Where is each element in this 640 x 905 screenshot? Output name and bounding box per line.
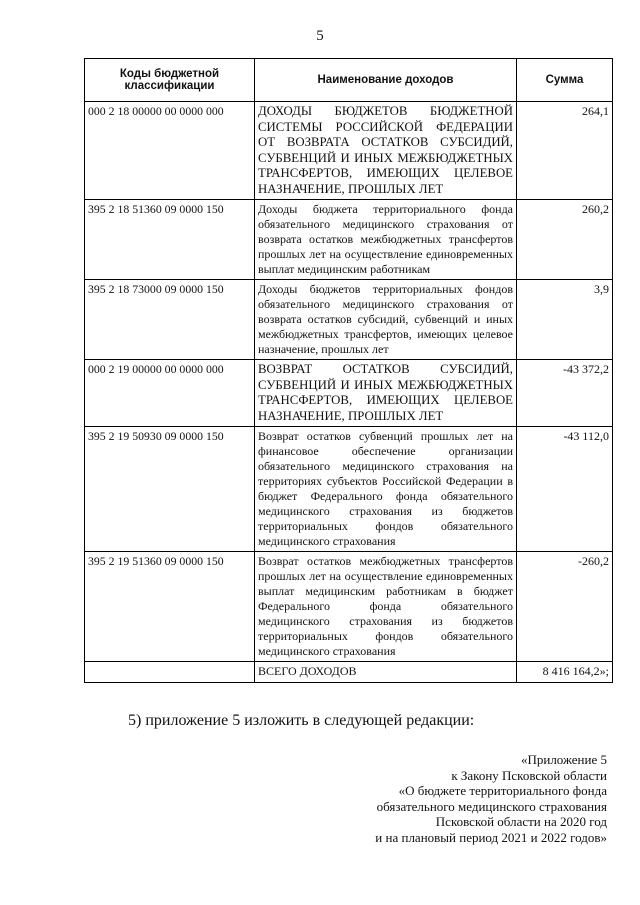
row-code: 395 2 18 51360 09 0000 150 bbox=[85, 200, 255, 280]
header-code: Коды бюджетной классификации bbox=[85, 59, 255, 102]
header-sum: Сумма bbox=[517, 59, 613, 102]
appendix-line: «Приложение 5 bbox=[520, 752, 607, 767]
table-total-row bbox=[85, 662, 613, 683]
total-code-cell bbox=[85, 662, 255, 683]
revenue-table bbox=[84, 58, 613, 683]
row-name: Возврат остатков межбюджетных трансфертов прошлых лет на осуществление единовременных выплат медицинским работникам в бюджет Федерального фонда обязательного медицинского страхования из бюджетов территориальных фондов обязательного медицинского страхования bbox=[255, 552, 517, 662]
table-row bbox=[85, 200, 613, 280]
row-sum: -43 372,2 bbox=[517, 360, 613, 427]
table-row bbox=[85, 360, 613, 427]
row-sum: 3,9 bbox=[517, 280, 613, 360]
appendix-line: Псковской области на 2020 год bbox=[435, 814, 607, 829]
amendment-instruction: 5) приложение 5 изложить в следующей редакции: bbox=[128, 712, 475, 729]
row-code: 395 2 19 50930 09 0000 150 bbox=[85, 427, 255, 552]
header-name: Наименование доходов bbox=[255, 59, 517, 102]
row-sum: 264,1 bbox=[517, 102, 613, 200]
table-row bbox=[85, 102, 613, 200]
total-label: ВСЕГО ДОХОДОВ bbox=[255, 662, 517, 683]
row-name: Доходы бюджета территориального фонда обязательного медицинского страхования от возврата остатков межбюджетных трансфертов прошлых лет на осуществление единовременных выплат медицинским работникам bbox=[255, 200, 517, 280]
row-code: 000 2 19 00000 00 0000 000 bbox=[85, 360, 255, 427]
row-sum: 260,2 bbox=[517, 200, 613, 280]
row-name: ДОХОДЫ БЮДЖЕТОВ БЮДЖЕТНОЙ СИСТЕМЫ РОССИЙСКОЙ ФЕДЕРАЦИИ ОТ ВОЗВРАТА ОСТАТКОВ СУБСИДИЙ, СУБВЕНЦИЙ И ИНЫХ МЕЖБЮДЖЕТНЫХ ТРАНСФЕРТОВ, ИМЕЮЩИХ ЦЕЛЕВОЕ НАЗНАЧЕНИЕ, ПРОШЛЫХ ЛЕТ bbox=[255, 102, 517, 200]
table-row bbox=[85, 552, 613, 662]
appendix-line: «О бюджете территориального фонда bbox=[398, 783, 607, 798]
table-row bbox=[85, 427, 613, 552]
appendix-heading bbox=[267, 752, 607, 845]
row-name: Возврат остатков субвенций прошлых лет на финансовое обеспечение организации обязательного медицинского страхования на территориях субъектов Российской Федерации в бюджет Федерального фонда обязательного медицинского страхования из бюджетов территориальных фондов обязательного медицинского страхования bbox=[255, 427, 517, 552]
row-name: ВОЗВРАТ ОСТАТКОВ СУБСИДИЙ, СУБВЕНЦИЙ И ИНЫХ МЕЖБЮДЖЕТНЫХ ТРАНСФЕРТОВ, ИМЕЮЩИХ ЦЕЛЕВОЕ НАЗНАЧЕНИЕ, ПРОШЛЫХ ЛЕТ bbox=[255, 360, 517, 427]
row-code: 000 2 18 00000 00 0000 000 bbox=[85, 102, 255, 200]
row-sum: -43 112,0 bbox=[517, 427, 613, 552]
page-number: 5 bbox=[316, 28, 324, 44]
row-code: 395 2 18 73000 09 0000 150 bbox=[85, 280, 255, 360]
row-sum: -260,2 bbox=[517, 552, 613, 662]
appendix-line: и на плановый период 2021 и 2022 годов» bbox=[375, 829, 607, 845]
appendix-line: к Закону Псковской области bbox=[451, 767, 607, 783]
table-header-row bbox=[85, 59, 613, 102]
table-row bbox=[85, 280, 613, 360]
row-code: 395 2 19 51360 09 0000 150 bbox=[85, 552, 255, 662]
row-name: Доходы бюджетов территориальных фондов обязательного медицинского страхования от возврата остатков субсидий, субвенций и иных межбюджетных трансфертов, имеющих целевое назначение, прошлых лет bbox=[255, 280, 517, 360]
total-sum: 8 416 164,2»; bbox=[517, 662, 613, 683]
appendix-line: обязательного медицинского страхования bbox=[376, 798, 607, 814]
